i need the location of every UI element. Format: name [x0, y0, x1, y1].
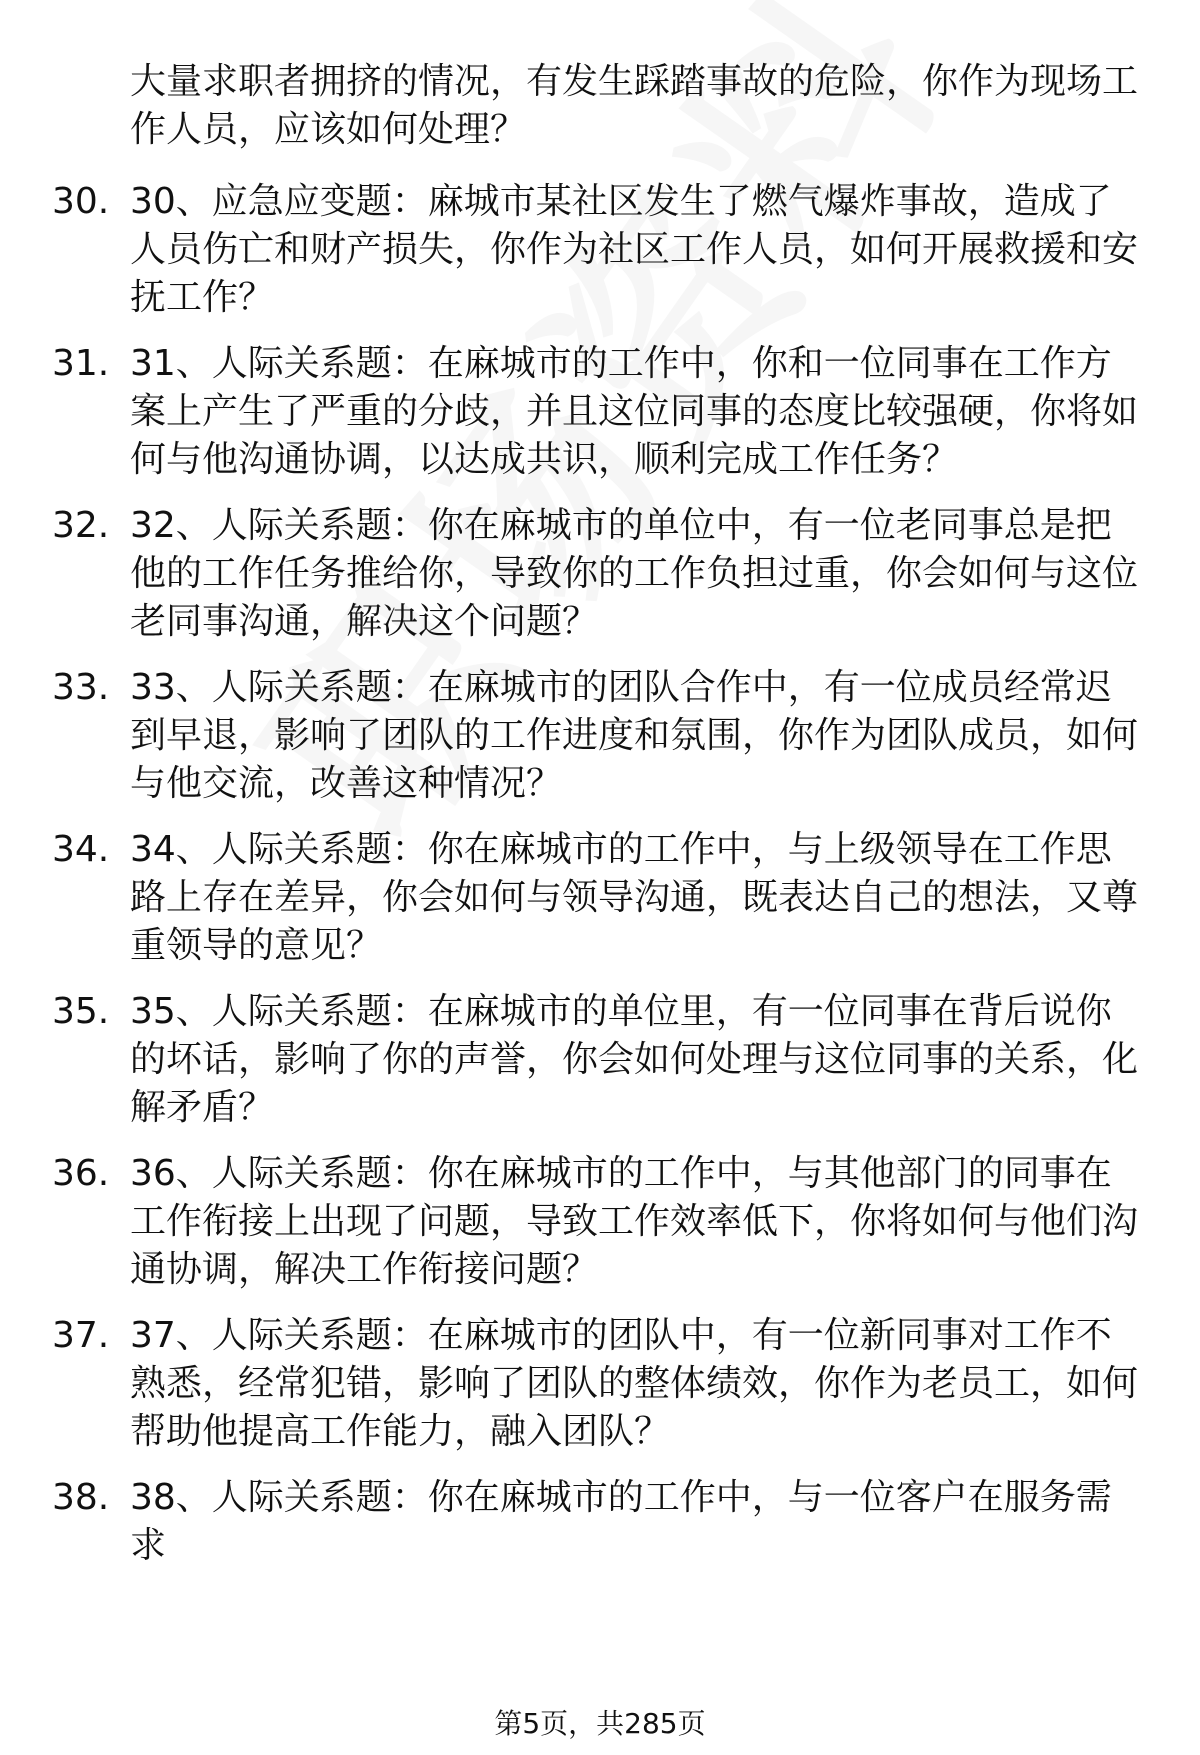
continuation-paragraph: 大量求职者拥挤的情况，有发生踩踏事故的危险，你作为现场工作人员，应该如何处理？: [130, 61, 1139, 150]
page-footer: 第5页，共285页: [494, 1707, 706, 1740]
question-number: 38.: [52, 1477, 110, 1518]
question-text: 38、人际关系题：你在麻城市的工作中，与一位客户在服务需求: [130, 1477, 1112, 1566]
question-number: 34.: [52, 829, 110, 870]
question-text: 30、应急应变题：麻城市某社区发生了燃气爆炸事故，造成了人员伤亡和财产损失，你作为社区工作人员，如何开展救援和安抚工作？: [130, 181, 1139, 318]
question-text: 36、人际关系题：你在麻城市的工作中，与其他部门的同事在工作衔接上出现了问题，导致工作效率低下，你将如何与他们沟通协调，解决工作衔接问题？: [130, 1153, 1139, 1290]
question-number: 31.: [52, 343, 110, 384]
question-number: 37.: [52, 1315, 110, 1356]
question-number: 36.: [52, 1153, 110, 1194]
question-text: 34、人际关系题：你在麻城市的工作中，与上级领导在工作思路上存在差异，你会如何与领导沟通，既表达自己的想法，又尊重领导的意见？: [130, 829, 1139, 966]
question-number: 33.: [52, 667, 110, 708]
question-text: 37、人际关系题：在麻城市的团队中，有一位新同事对工作不熟悉，经常犯错，影响了团队的整体绩效，你作为老员工，如何帮助他提高工作能力，融入团队？: [130, 1315, 1139, 1452]
question-text: 31、人际关系题：在麻城市的工作中，你和一位同事在工作方案上产生了严重的分歧，并且这位同事的态度比较强硬，你将如何与他沟通协调，以达成共识，顺利完成工作任务？: [130, 343, 1139, 480]
question-text: 33、人际关系题：在麻城市的团队合作中，有一位成员经常迟到早退，影响了团队的工作进度和氛围，你作为团队成员，如何与他交流，改善这种情况？: [130, 667, 1139, 804]
question-number: 30.: [52, 181, 110, 222]
question-number: 32.: [52, 505, 110, 546]
question-number: 35.: [52, 991, 110, 1032]
question-text: 32、人际关系题：你在麻城市的单位中，有一位老同事总是把他的工作任务推给你，导致你的工作负担过重，你会如何与这位老同事沟通，解决这个问题？: [130, 505, 1139, 642]
question-text: 35、人际关系题：在麻城市的单位里，有一位同事在背后说你的坏话，影响了你的声誉，你会如何处理与这位同事的关系，化解矛盾？: [130, 991, 1139, 1128]
